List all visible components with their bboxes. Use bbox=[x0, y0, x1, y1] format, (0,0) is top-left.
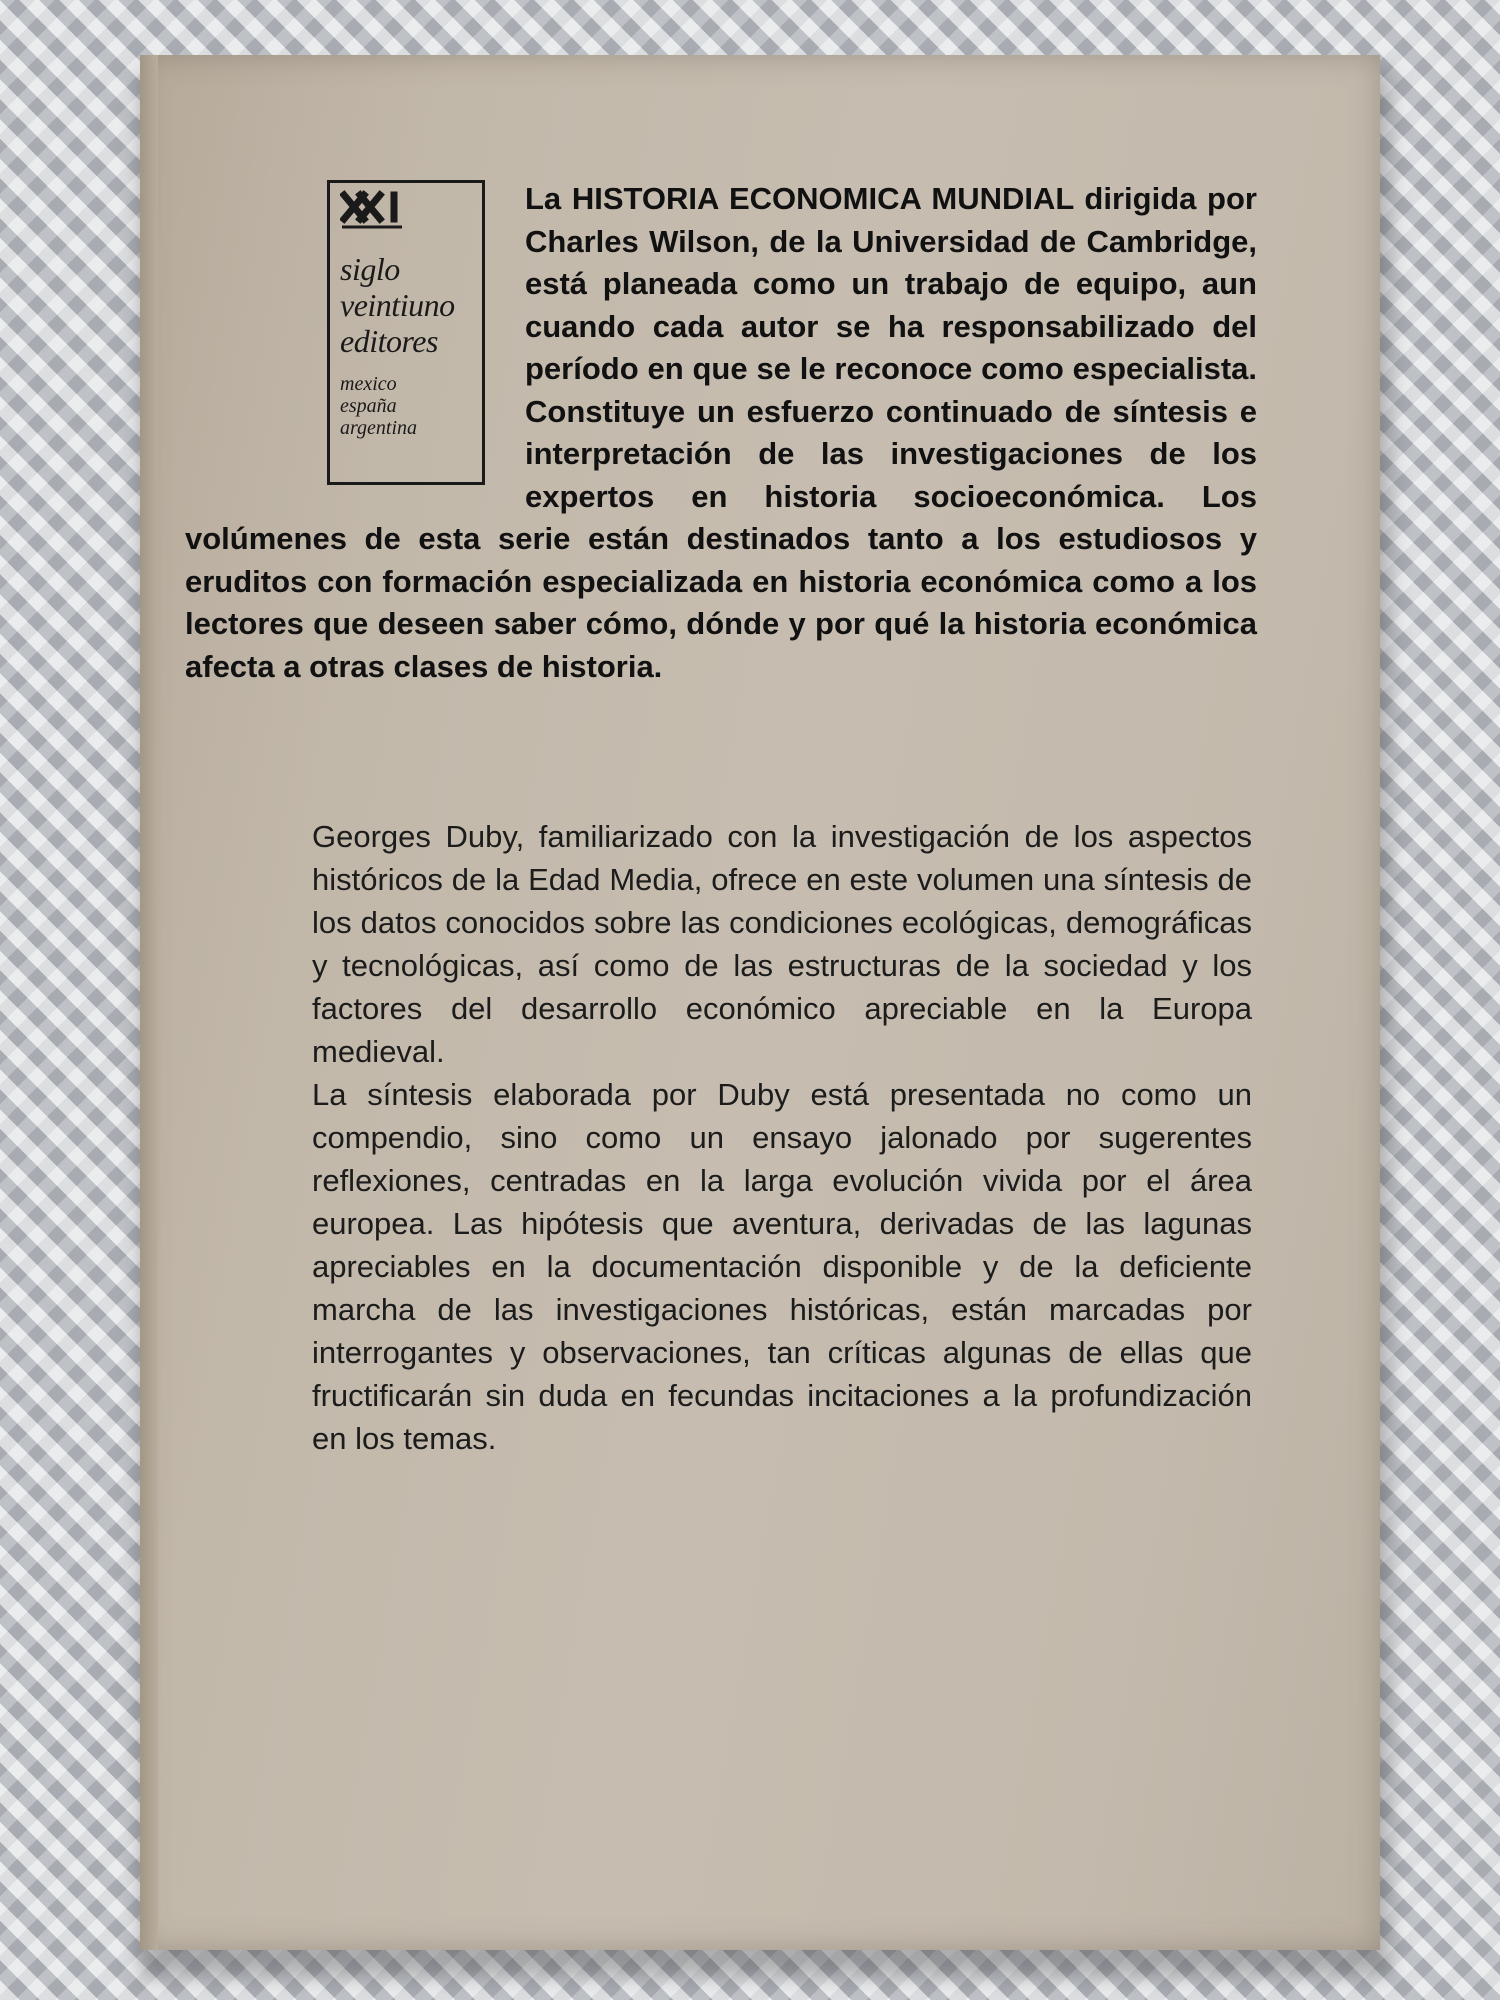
publisher-name-line: editores bbox=[340, 323, 438, 359]
publisher-name-line: siglo bbox=[340, 251, 400, 287]
intro-lead: La bbox=[525, 181, 562, 216]
series-description bbox=[185, 178, 1257, 688]
synopsis-paragraph: Georges Duby, familiarizado con la investigación de los aspectos históricos de la Edad Media, ofrece en este volumen una síntesis de los datos conocidos sobre las condiciones ecológicas, demográficas y tecnológicas, así como de las estructuras de la sociedad y los factores del desarrollo económico apreciable en la Europa medieval. bbox=[312, 819, 1252, 1069]
publisher-city: mexico bbox=[340, 373, 397, 395]
publisher-name-line: veintiuno bbox=[340, 287, 455, 323]
series-description-text: dirigida por Charles Wilson, de la Universidad de Cambridge, está planeada como un trabajo de equipo, aun cuando cada autor se ha responsabilizado del período en que se le reconoce como especialista. Constituye un esfuerzo continuado de síntesis e interpretación de las investigaciones de los expertos en historia socioeconómica. Los volúmenes de esta serie están destinados tanto a los estudiosos y eruditos con formación especializada en historia económica como a los lectores que deseen saber cómo, dónde y por qué la historia económica afecta a otras clases de historia. bbox=[185, 181, 1257, 684]
logo-text-wrap-spacer bbox=[185, 178, 525, 513]
synopsis-paragraph: La síntesis elaborada por Duby está presentada no como un compendio, sino como un ensayo jalonado por sugerentes reflexiones, centradas en la larga evolución vivida por el área europea. Las hipótesis que aventura, derivadas de las lagunas apreciables en la documentación disponible y de la deficiente marcha de las investigaciones históricas, están marcadas por interrogantes y observaciones, tan críticas algunas de ellas que fructificarán sin duda en fecundas incitaciones a la profundización en los temas. bbox=[312, 1077, 1252, 1456]
book-spine-edge bbox=[140, 55, 158, 1950]
series-title: HISTORIA ECONOMICA MUNDIAL bbox=[571, 181, 1074, 216]
publisher-city: españa bbox=[340, 395, 397, 417]
publisher-city: argentina bbox=[340, 417, 418, 439]
book-synopsis bbox=[312, 815, 1252, 1460]
